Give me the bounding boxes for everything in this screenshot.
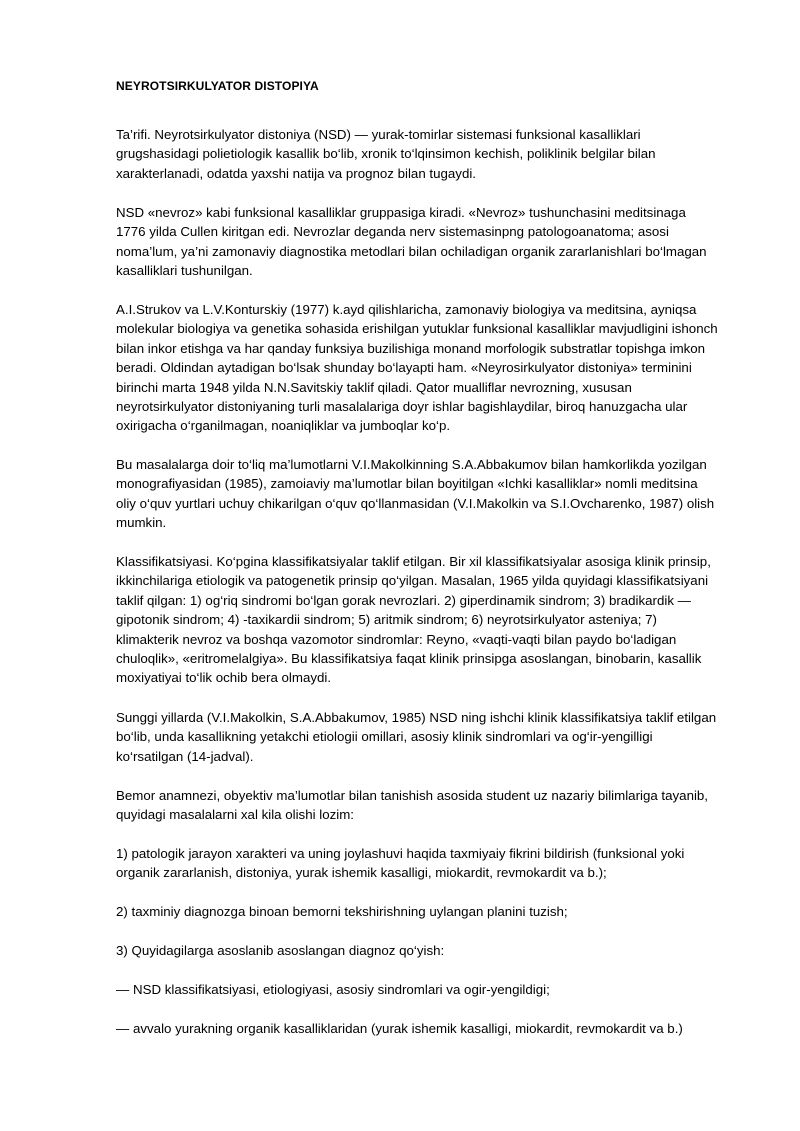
document-title: NEYROTSIRKULYATOR DISTOPIYA <box>116 79 319 93</box>
paragraph-nevroz: NSD «nevroz» kabi funksional kasalliklar gruppasiga kiradi. «Nevroz» tushunchasini meditsinaga 1776 yilda Cullen kiritgan edi. Nevrozlar deganda nerv sistemasinpng patologoanatoma; asosi noma’lum, ya’ni zamonaviy diagnostika metodlari bilan ochiladigan organik zararlanishlari bo‘lmagan kasalliklari tushunilgan. <box>116 205 707 279</box>
list-item-dash-2: — avvalo yurakning organik kasalliklaridan (yurak ishemik kasalligi, miokardit, revmokardit va b.) <box>116 1021 683 1036</box>
list-item-2: 2) taxminiy diagnozga binoan bemorni tekshirishning uylangan planini tuzish; <box>116 904 568 919</box>
paragraph-definition: Ta’rifi. Neyrotsirkulyator distoniya (NSD) — yurak-tomirlar sistemasi funksional kasalliklari grugshasidagi polietiologik kasallik bo‘lib, xronik to‘lqinsimon kechish, poliklinik belgilar bilan xarakterlanadi, odatda yaxshi natija va prognoz bilan tugaydi. <box>116 127 656 181</box>
paragraph-classification: Klassifikatsiyasi. Ko‘pgina klassifikatsiyalar taklif etilgan. Bir xil klassifikatsiyalar asosiga klinik prinsip, ikkinchilariga etiologik va patogenetik prinsip qo‘yilgan. Masalan, 1965 yilda quyidagi klassifikatsiyani taklif qilgan: 1) og‘riq sindromi bo‘lgan gorak nevrozlari. 2) giperdinamik sindrom; 3) bradikardik — gipotonik sindrom; 4) -taxikardii sindrom; 5) aritmik sindrom; 6) neyrotsirkulyator asteniya; 7) klimakterik nevroz va boshqa vazomotor sindromlar: Reyno, «vaqti-vaqti bilan paydo bo‘ladigan chuloqlik», «eritromelalgiya». Bu klassifikatsiya faqat klinik prinsipga asoslangan, binobarin, kasallik moxiyatiyai to‘lik ochib bera olmaydi. <box>116 554 711 686</box>
paragraph-student-tasks: Bemor anamnezi, obyektiv ma’lumotlar bilan tanishish asosida student uz nazariy bilimlariga tayanib, quyidagi masalalarni xal kila olishi lozim: <box>116 788 709 823</box>
paragraph-working-classification: Sunggi yillarda (V.I.Makolkin, S.A.Abbakumov, 1985) NSD ning ishchi klinik klassifikatsiya taklif etilgan bo‘lib, unda kasallikning yetakchi etiologii omillari, asosiy klinik sindromlari va og‘ir-yengilligi ko‘rsatilgan (14-jadval). <box>116 710 717 764</box>
list-item-dash-1: — NSD klassifikatsiyasi, etiologiyasi, asosiy sindromlari va ogir-yengildigi; <box>116 982 550 997</box>
list-item-3: 3) Quyidagilarga asoslanib asoslangan diagnoz qo‘yish: <box>116 943 445 958</box>
list-item-1: 1) patologik jarayon xarakteri va uning joylashuvi haqida taxmiyaiy fikrini bildirish (funksional yoki organik zararlanish, distoniya, yurak ishemik kasalligi, miokardit, revmokardit va b.); <box>116 846 685 881</box>
paragraph-strukov: A.I.Strukov va L.V.Konturskiy (1977) k.ayd qilishlaricha, zamonaviy biologiya va meditsina, ayniqsa molekular biologiya va genetika sohasida erishilgan yutuklar funksional kasalliklar mavjudligini ishonch bilan inkor etishga va har qanday funksiya buzilishiga monand morfologik substratlar topishga imkon beradi. Oldindan aytadigan bo‘lsak shunday bo‘layapti ham. «Neyrosirkulyator distoniya» terminini birinchi marta 1948 yilda N.N.Savitskiy taklif qiladi. Qator mualliflar nevrozning, xususan neyrotsirkulyator distoniyaning turli masalalariga doyr ishlar bagishlaydilar, biroq hanuzgacha ular oxirigacha o‘rganilmagan, noaniqliklar va jumboqlar ko‘p. <box>116 302 718 434</box>
paragraph-makolkin: Bu masalalarga doir to‘liq ma’lumotlarni V.I.Makolkinning S.A.Abbakumov bilan hamkorlikda yozilgan monografiyasidan (1985), zamoiaviy ma’lumotlar bilan boyitilgan «Ichki kasalliklar» nomli meditsina oliy o‘quv yurtlari uchuy chikarilgan o‘quv qo‘llanmasidan (V.I.Makolkin va S.I.Ovcharenko, 1987) olish mumkin. <box>116 457 715 531</box>
